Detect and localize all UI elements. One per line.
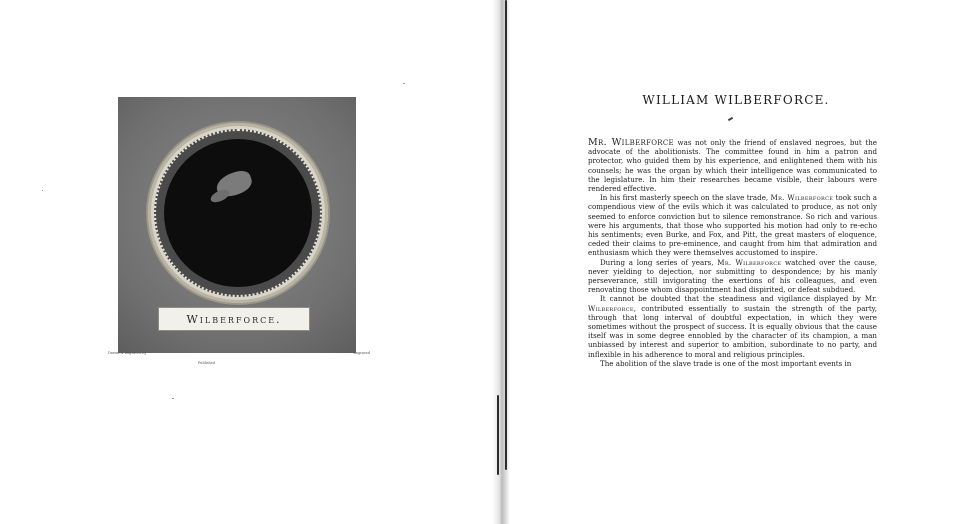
- title-ornament: [728, 117, 733, 121]
- paragraph: During a long series of years, Mr. Wilberforce watched over the cause, never yielding to dejection, nor submitting to despondence; by his manly perseverance, still invigorating the exertions of his colleagues, and even renovating those whom disappointment had dispirited, or defeat subdued.: [588, 257, 877, 295]
- caption-center: Published: [198, 361, 215, 365]
- caption-left: Drawn & Engraved by: [108, 351, 147, 355]
- plate-label: Wilberforce.: [158, 307, 310, 331]
- paper-speck: [42, 190, 43, 191]
- paper-speck: [403, 83, 405, 84]
- medallion: [148, 123, 328, 303]
- article-body: [588, 138, 877, 368]
- spine-shadow: [505, 0, 507, 470]
- paragraph: It cannot be doubted that the steadiness and vigilance displayed by Mr. Wilberforce, contributed essentially to sustain the strength of the party, through that long interval of doubtful expectation, in which they were sometimes without the prospect of success. It is equally obvious that the cause itself was in some degree ennobled by the character of its champion, a man unbiassed by interest and superior to ambition, subordinate to no party, and inflexible in his adherence to moral and religious principles.: [588, 294, 877, 359]
- paper-speck: [172, 398, 174, 399]
- paragraph: Mr. Wilberforce was not only the friend of enslaved negroes, but the advocate of the abolitionists. The committee found in him a patron and protector, who guided them by his experience, and enlightened them with his counsels; he was the organ by which their intelligence was communicated to the legislature. In him their researches became visible, their labours were rendered effective.: [588, 137, 877, 194]
- paragraph: In his first masterly speech on the slave trade, Mr. Wilberforce took such a compendious view of the evils which it was calculated to produce, as not only seemed to enforce conviction but to silence remonstrance. So rich and various were his arguments, that those who supported his motion had only to re-echo his sentiments; even Burke, and Fox, and Pitt, the great masters of eloquence, ceded their claims to pre-eminence, and caught from him that admiration and enthusiasm which they were themselves accustomed to inspire.: [588, 193, 877, 258]
- spine-shadow-lower: [497, 395, 499, 475]
- caption-right: Engraved: [353, 351, 370, 355]
- page-title: WILLIAM WILBERFORCE.: [642, 93, 830, 107]
- portrait-plate: [118, 97, 356, 353]
- book-gutter: [492, 0, 510, 524]
- medallion-portrait: [164, 139, 312, 287]
- paragraph: The abolition of the slave trade is one of the most important events in: [600, 358, 852, 368]
